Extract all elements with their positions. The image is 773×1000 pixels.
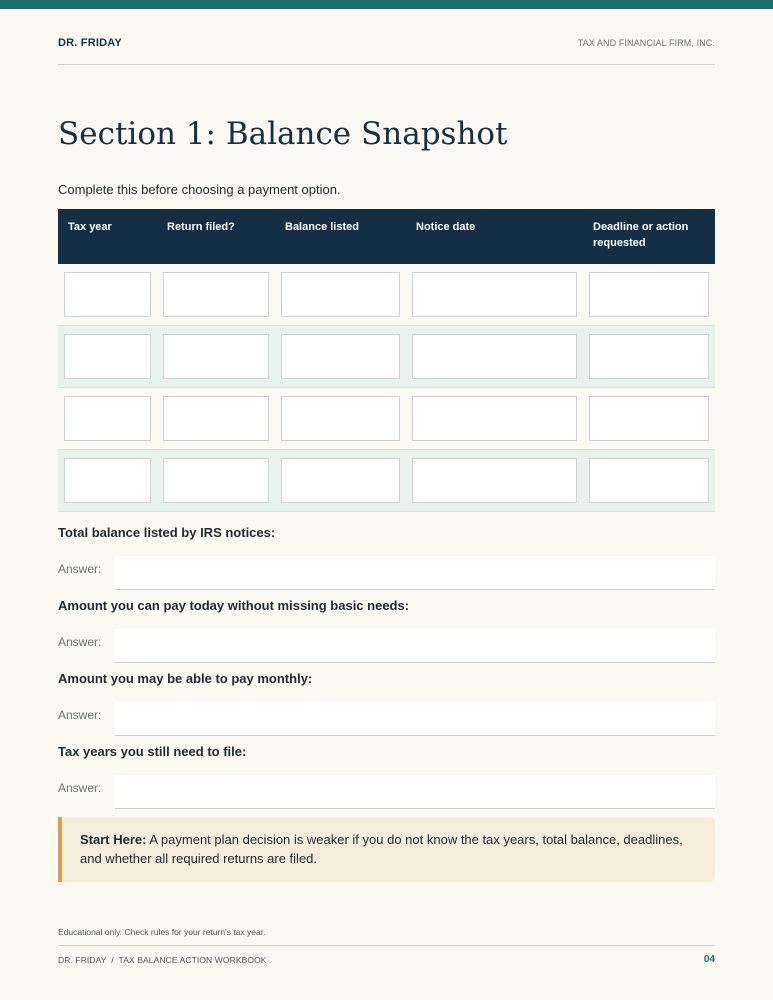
years-to-file-answer-field[interactable] <box>115 775 715 809</box>
answer-label: Answer: <box>58 562 102 576</box>
column-header-notice-date: Notice date <box>406 209 583 264</box>
deadline-input[interactable] <box>589 396 709 441</box>
tax-year-input[interactable] <box>64 272 151 317</box>
deadline-input[interactable] <box>589 272 709 317</box>
table-row <box>58 264 715 326</box>
footer-workbook-title: DR. FRIDAY / TAX BALANCE ACTION WORKBOOK <box>58 955 267 965</box>
return-filed-input[interactable] <box>163 458 269 503</box>
pay-monthly-answer-field[interactable] <box>115 702 715 736</box>
total-balance-answer-field[interactable] <box>115 556 715 590</box>
notice-date-input[interactable] <box>412 272 577 317</box>
balance-listed-input[interactable] <box>281 272 400 317</box>
disclaimer-note: Educational only. Check rules for your return's tax year. <box>58 927 266 937</box>
page-header <box>58 37 715 65</box>
question-pay-monthly: Amount you may be able to pay monthly: <box>58 671 313 686</box>
table-row <box>58 326 715 388</box>
callout-text: A payment plan decision is weaker if you do not know the tax years, total balance, deadlines, and whether all required returns are filed. <box>80 832 683 866</box>
table-row <box>58 450 715 512</box>
column-header-balance-listed: Balance listed <box>275 209 406 264</box>
return-filed-input[interactable] <box>163 396 269 441</box>
column-header-deadline: Deadline or action requested <box>583 209 715 264</box>
page-subtitle: Complete this before choosing a payment option. <box>58 182 341 197</box>
notice-date-input[interactable] <box>412 396 577 441</box>
table-header-row <box>58 209 715 264</box>
top-accent-bar <box>0 0 773 9</box>
deadline-input[interactable] <box>589 334 709 379</box>
firm-name: TAX AND FINANCIAL FIRM, INC. <box>577 38 715 48</box>
tax-year-input[interactable] <box>64 458 151 503</box>
balance-listed-input[interactable] <box>281 334 400 379</box>
page-footer <box>58 945 715 975</box>
question-years-to-file: Tax years you still need to file: <box>58 744 247 759</box>
answer-label: Answer: <box>58 781 102 795</box>
page-number: 04 <box>703 954 715 965</box>
column-header-tax-year: Tax year <box>58 209 157 264</box>
page-title: Section 1: Balance Snapshot <box>58 116 508 152</box>
column-header-return-filed: Return filed? <box>157 209 275 264</box>
answer-label: Answer: <box>58 635 102 649</box>
tax-year-input[interactable] <box>64 396 151 441</box>
balance-listed-input[interactable] <box>281 458 400 503</box>
question-pay-today: Amount you can pay today without missing basic needs: <box>58 598 410 613</box>
pay-today-answer-field[interactable] <box>115 629 715 663</box>
notice-date-input[interactable] <box>412 334 577 379</box>
tax-year-input[interactable] <box>64 334 151 379</box>
question-total-balance: Total balance listed by IRS notices: <box>58 525 276 540</box>
callout-lead: Start Here: <box>80 832 147 847</box>
brand-name: DR. FRIDAY <box>58 37 122 49</box>
return-filed-input[interactable] <box>163 272 269 317</box>
notice-date-input[interactable] <box>412 458 577 503</box>
start-here-callout <box>58 817 715 882</box>
balance-listed-input[interactable] <box>281 396 400 441</box>
balance-snapshot-table <box>58 209 715 512</box>
answer-label: Answer: <box>58 708 102 722</box>
deadline-input[interactable] <box>589 458 709 503</box>
return-filed-input[interactable] <box>163 334 269 379</box>
table-row <box>58 388 715 450</box>
